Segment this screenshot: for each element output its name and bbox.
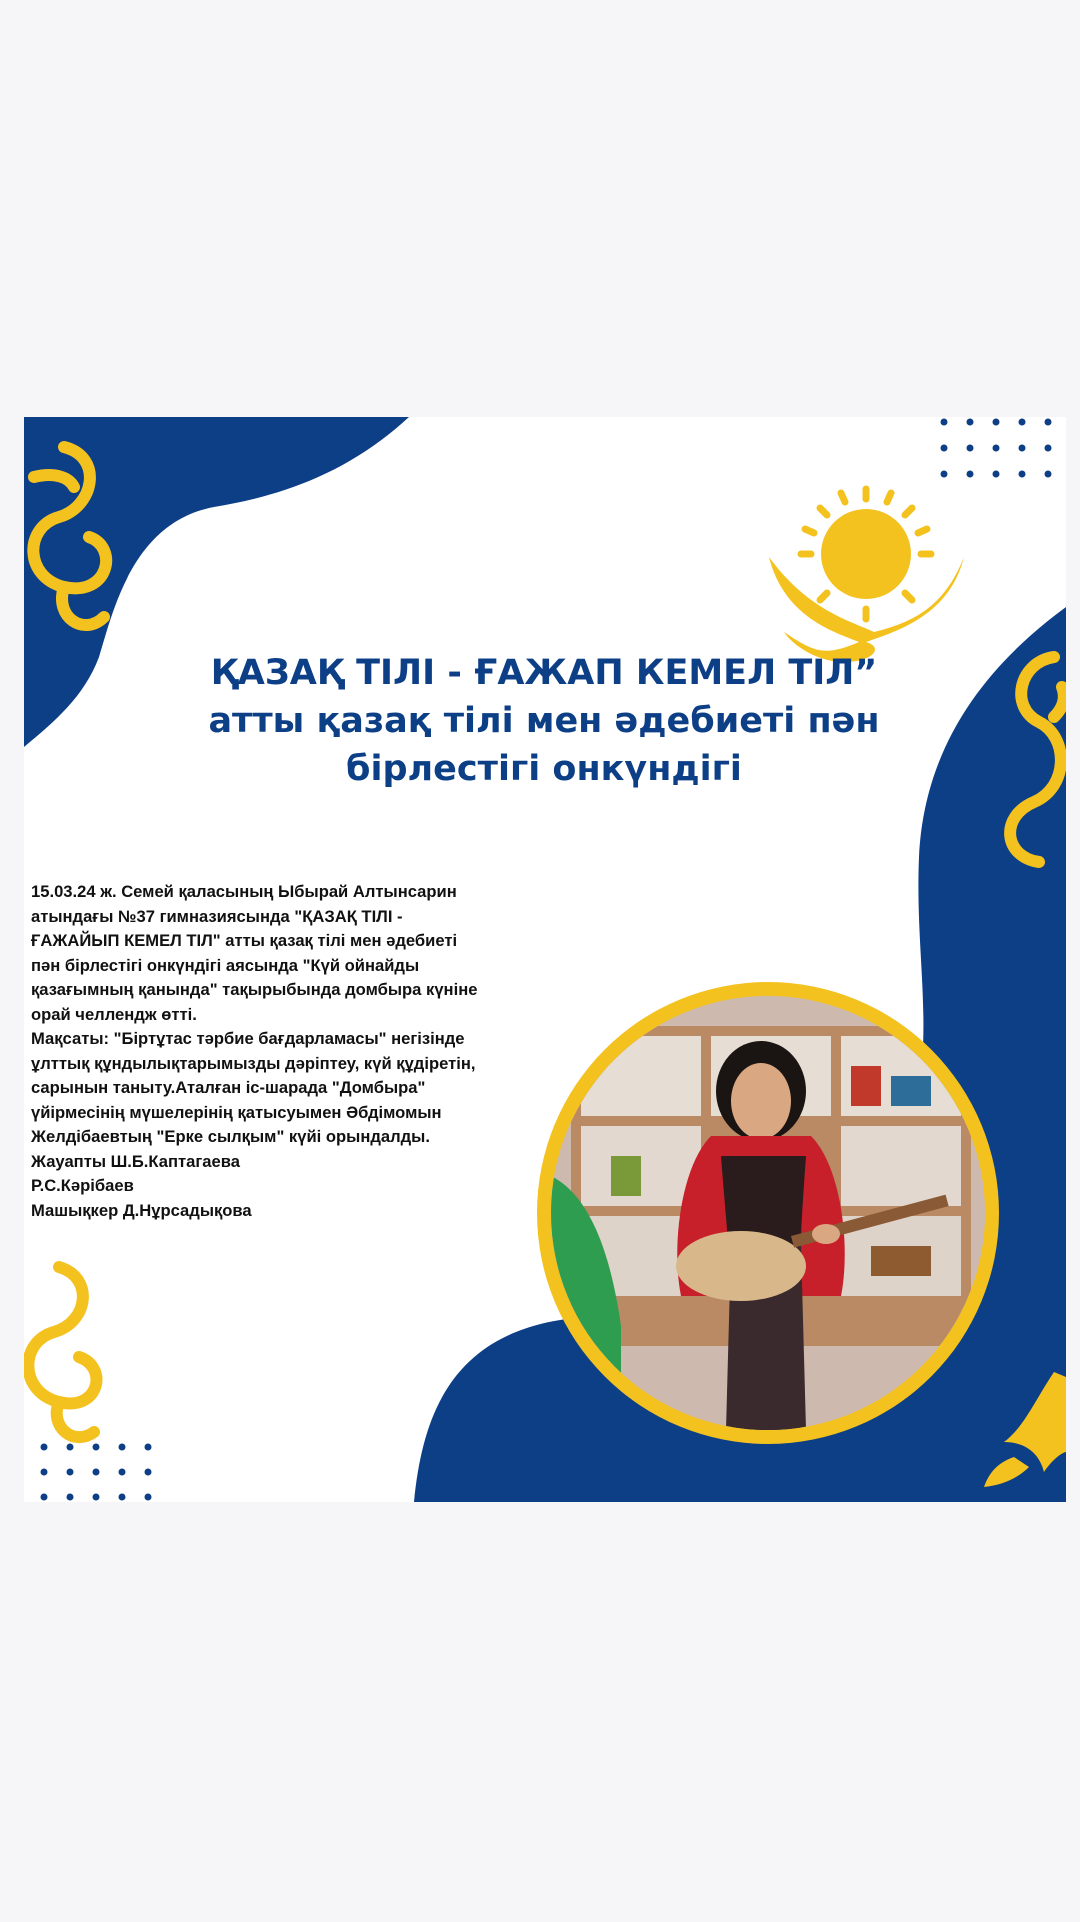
dot-grid-icon — [41, 1444, 152, 1501]
sun-eagle-emblem-icon — [769, 489, 964, 662]
title-line-3: бірлестігі онкүндігі — [346, 749, 742, 789]
poster — [24, 417, 1066, 1502]
title-line-2: атты қазақ тілі мен әдебиеті пән — [208, 701, 880, 741]
poster-title — [124, 649, 964, 793]
title-line-1: ҚАЗАҚ ТІЛІ - ҒАЖАП КЕМЕЛ ТІЛ” — [210, 653, 878, 693]
dot-grid-icon — [941, 419, 1052, 478]
photo-frame — [537, 982, 999, 1444]
kazakh-ornament-icon — [28, 1267, 96, 1437]
description-text: 15.03.24 ж. Семей қаласының Ыбырай Алтынсарин атындағы №37 гимназиясында "ҚАЗАҚ ТІЛІ - ҒАЖАЙЫП КЕМЕЛ ТІЛ" атты қазақ тілі мен әдебиеті пән бірлестігі онкүндігі аясында "Күй ойнайды қазағымның қанында" тақырыбында домбыра күніне орай челлендж өтті. Мақсаты: "Біртұтас тәрбие бағдарламасы" негізінде ұлттық құндылықтарымызды дәріптеу, күй құдіретін, сарынын таныту.Аталған іс-шарада "Домбыра" үйірмесінің мүшелерінің қатысуымен Әбдімомын Желдібаевтың "Ерке сылқым" күйі орындалды. Жауапты Ш.Б.Каптагаева Р.С.Кәрібаев Машықкер Д.Нұрсадықова — [31, 882, 478, 1220]
description-block — [31, 880, 531, 1223]
musician-photo — [551, 996, 985, 1430]
